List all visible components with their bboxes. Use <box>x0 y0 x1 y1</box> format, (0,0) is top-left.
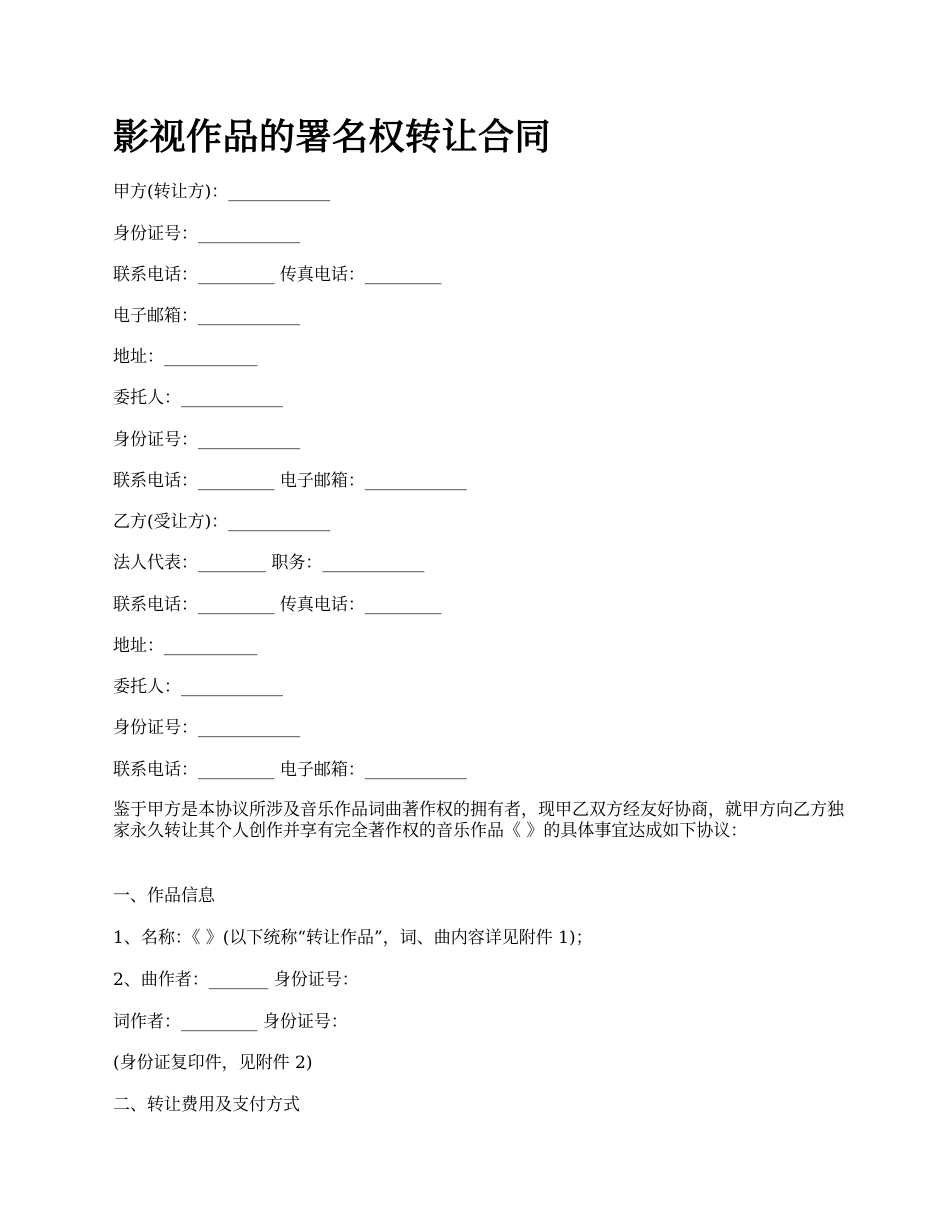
party-a-address-line: 地址：___________ <box>113 347 258 367</box>
party-a-id-line: 身份证号：____________ <box>113 224 300 244</box>
party-b-name-line: 乙方(受让方)：____________ <box>113 512 331 532</box>
clause-work-name: 1、名称：《 》(以下统称“转让作品”，词、曲内容详见附件 1)； <box>113 928 593 948</box>
party-b-representative-line: 法人代表：________ 职务：____________ <box>113 553 425 573</box>
preamble-paragraph: 鉴于甲方是本协议所涉及音乐作品词曲著作权的拥有者，现甲乙双方经友好协商，就甲方向乙方独家永久转让其个人创作并享有完全著作权的音乐作品《 》的具体事宜达成如下协议： <box>113 800 844 841</box>
section-heading-work-info: 一、作品信息 <box>113 886 215 906</box>
party-b-agent-line: 委托人：____________ <box>113 677 283 697</box>
party-b-agent-id-line: 身份证号：____________ <box>113 718 300 738</box>
party-a-email-line: 电子邮箱：____________ <box>113 306 300 326</box>
clause-lyricist: 词作者：_________ 身份证号： <box>113 1012 348 1032</box>
party-b-address-line: 地址：___________ <box>113 636 258 656</box>
party-a-agent-id-line: 身份证号：____________ <box>113 430 300 450</box>
section-heading-fees-payment: 二、转让费用及支付方式 <box>113 1095 300 1115</box>
party-b-phone-fax-line: 联系电话：_________ 传真电话：_________ <box>113 595 442 615</box>
party-b-agent-contact-line: 联系电话：_________ 电子邮箱：____________ <box>113 760 467 780</box>
document-title: 影视作品的署名权转让合同 <box>113 116 552 158</box>
clause-id-copy-note: (身份证复印件，见附件 2) <box>113 1053 313 1073</box>
party-a-name-line: 甲方(转让方)：____________ <box>113 182 331 202</box>
party-a-agent-line: 委托人：____________ <box>113 388 283 408</box>
party-a-agent-contact-line: 联系电话：_________ 电子邮箱：____________ <box>113 471 467 491</box>
clause-composer: 2、曲作者：_______ 身份证号： <box>113 970 359 990</box>
party-a-phone-fax-line: 联系电话：_________ 传真电话：_________ <box>113 265 442 285</box>
